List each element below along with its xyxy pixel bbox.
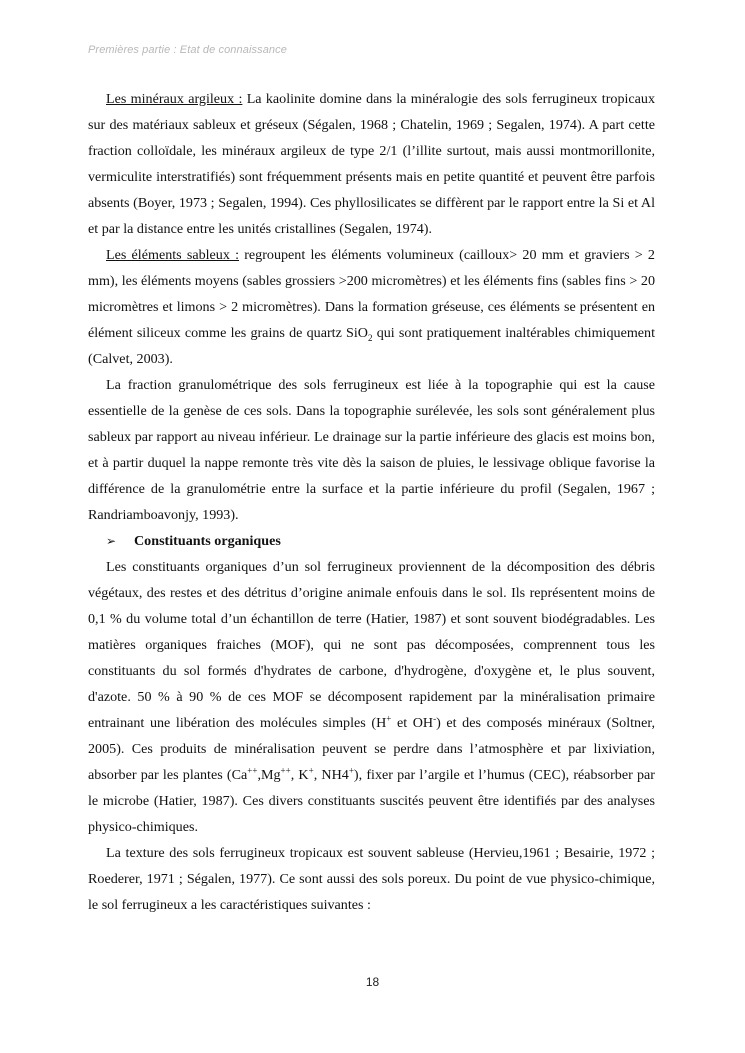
superscript: + xyxy=(308,765,314,776)
superscript: ++ xyxy=(280,765,291,776)
superscript: - xyxy=(433,713,437,724)
paragraph-sandy-elements xyxy=(88,242,655,372)
running-header: Premières partie : Etat de connaissance xyxy=(88,44,287,56)
text-run: ), fixer par l’argile et l’humus (CEC), réabsorber par le microbe (Hatier, 1987). Ces divers constituants suscités peuvent être identifiés par des analyses physico-chimiques. xyxy=(88,767,655,835)
text-run: ) et des composés minéraux (Soltner, 2005). Ces produits de minéralisation peuvent se perdre dans l’atmosphère et par lixiviation, absorber par les plantes (Ca xyxy=(88,715,655,783)
text-run: , NH4 xyxy=(313,767,349,783)
section-heading xyxy=(88,528,655,554)
superscript: + xyxy=(386,713,392,724)
superscript: + xyxy=(348,765,354,776)
superscript: ++ xyxy=(247,765,258,776)
sandy-elements-label: Les éléments sableux : xyxy=(106,247,240,263)
page-number: 18 xyxy=(365,975,380,989)
sandy-elements-text: regroupent les éléments volumineux (cailloux> 20 mm et graviers > 2 mm), les éléments moyens (sables grossiers >200 micromètres) et les éléments fins (sables fins > 20 micromètres et limons > 2 micromètres). Dans la formation gréseuse, ces éléments se présentent en élément siliceux comme les grains de quartz SiO xyxy=(88,247,655,341)
paragraph-organic-constituents xyxy=(88,554,655,840)
paragraph-clay-minerals xyxy=(88,86,655,242)
sandy-elements-text-end: qui sont pratiquement inaltérables chimiquement (Calvet, 2003). xyxy=(88,325,656,367)
text-run: , K xyxy=(290,767,309,783)
arrow-bullet-icon: ➢ xyxy=(106,534,117,548)
text-run: ,Mg xyxy=(257,767,281,783)
paragraph-granulometry: La fraction granulométrique des sols ferrugineux est liée à la topographie qui est la cause essentielle de la genèse de ces sols. Dans la topographie surélevée, les sols sont généralement plus sableux par rapport au niveau inférieur. Le drainage sur la partie inférieure des glacis est moins bon, et à partir duquel la nappe remonte très vite dès la saison de pluies, le lessivage oblique favorise la différence de la granulométrie entre la surface et la partie inférieure du profil (Segalen, 1967 ; Randriamboavonjy, 1993). xyxy=(88,377,655,523)
clay-minerals-text: La kaolinite domine dans la minéralogie des sols ferrugineux tropicaux sur des matériaux sableux et gréseux (Ségalen, 1968 ; Chatelin, 1969 ; Segalen, 1974). A part cette fraction colloïdale, les minéraux argileux de type 2/1 (l’illite surtout, mais aussi montmorillonite, vermiculite interstratifiés) sont fréquemment présents mais en petite quantité et peuvent être parfois absents (Boyer, 1973 ; Segalen, 1994). Ces phyllosilicates se diffèrent par le rapport entre la Si et Al et par la distance entre les unités cristallines (Segalen, 1974). xyxy=(88,91,656,237)
page-body xyxy=(88,86,655,918)
subscript: 2 xyxy=(367,332,373,343)
section-heading-text: Constituants organiques xyxy=(134,533,281,549)
text-run: Les constituants organiques d’un sol ferrugineux proviennent de la décomposition des débris végétaux, des restes et des détritus d’origine animale enfouis dans le sol. Ils représentent moins de 0,1 % du volume total d’un échantillon de terre (Hatier, 1987) et sont souvent biodégradables. Les matières organiques fraiches (MOF), qui ne sont pas décomposées, comprennent tous les constituants du sol formés d'hydrates de carbone, d'hydrogène, d'oxygène et, le plus souvent, d'azote. 50 % à 90 % de ces MOF se décomposent rapidement par la minéralisation primaire entrainant une libération des molécules simples (H xyxy=(88,559,655,731)
paragraph-texture: La texture des sols ferrugineux tropicaux est souvent sableuse (Hervieu,1961 ; Besairie, 1972 ; Roederer, 1971 ; Ségalen, 1977). Ce sont aussi des sols poreux. Du point de vue physico-chimique, le sol ferrugineux a les caractéristiques suivantes : xyxy=(88,845,655,913)
text-run: et OH xyxy=(391,715,434,731)
clay-minerals-label: Les minéraux argileux : xyxy=(106,91,243,107)
